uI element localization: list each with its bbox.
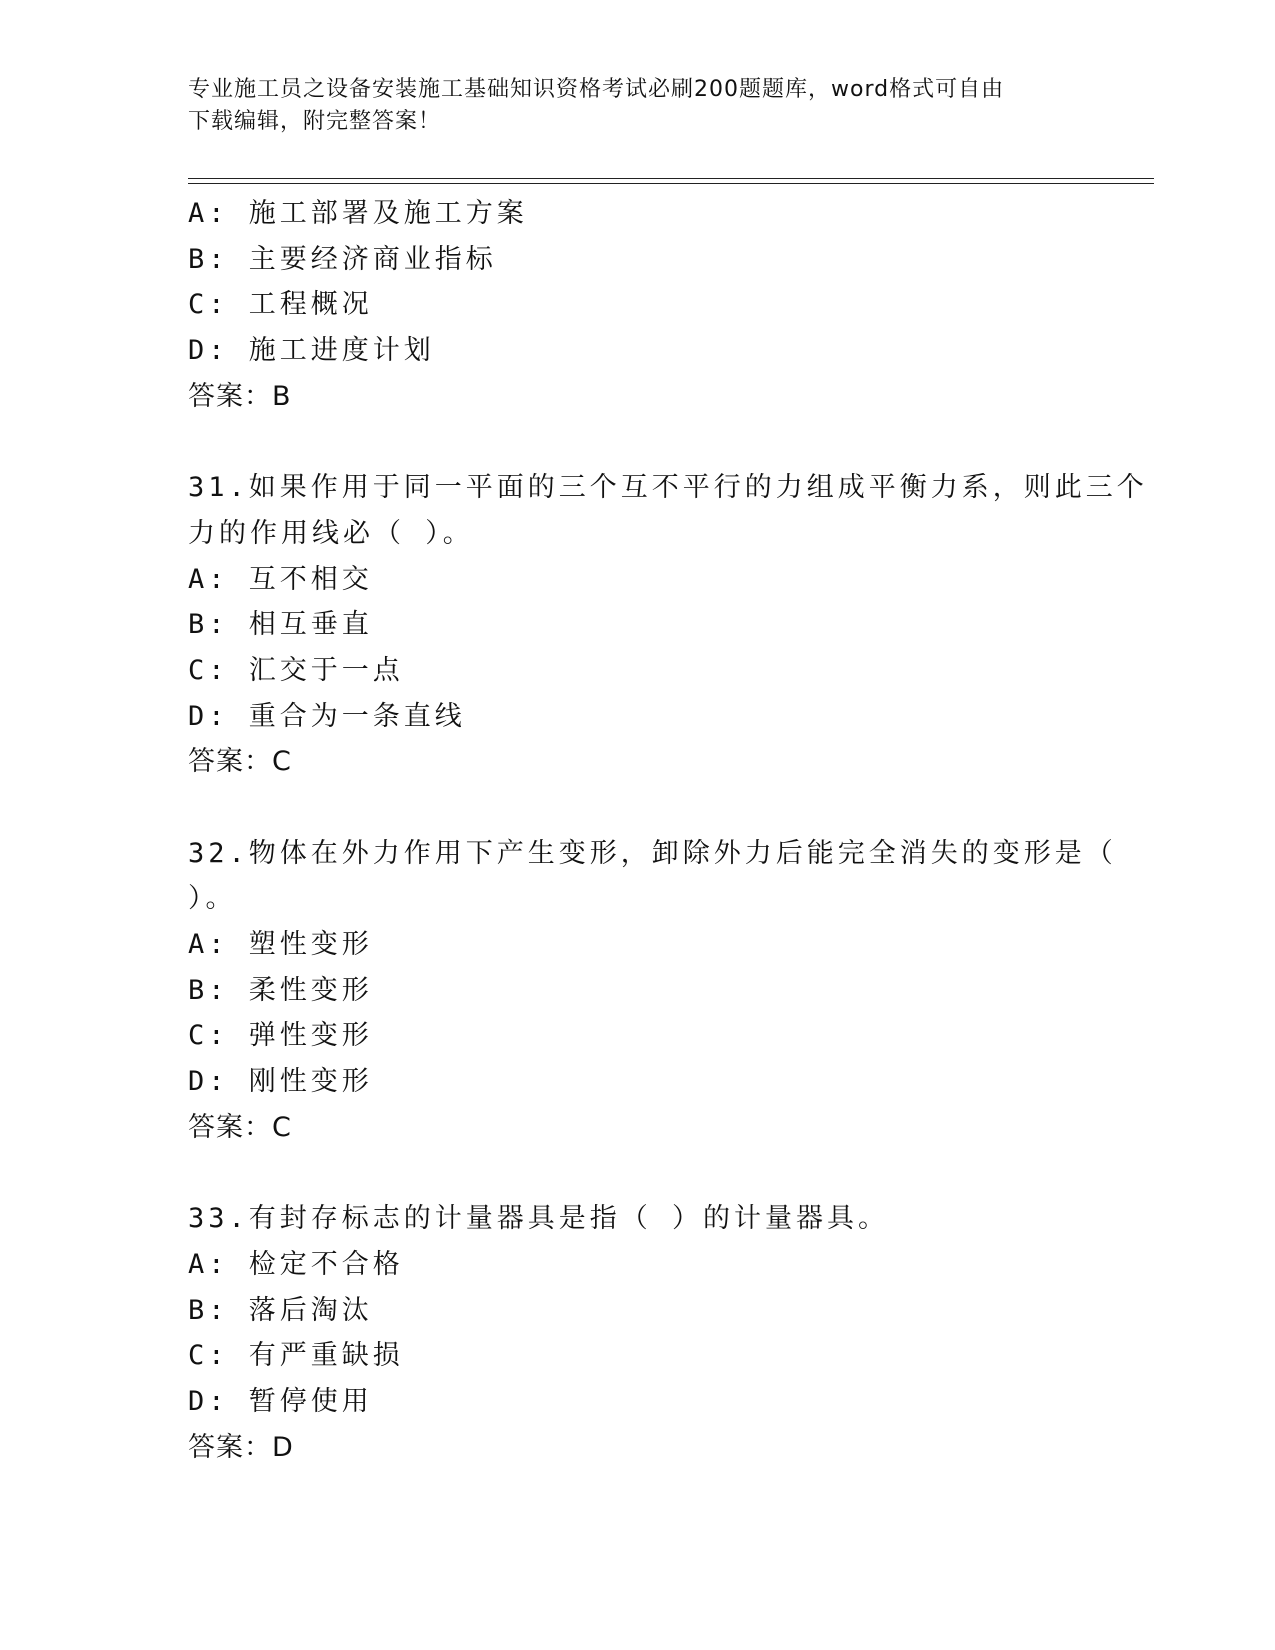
- answer: 答案：D: [188, 1431, 294, 1463]
- option-b: B: 相互垂直: [188, 609, 373, 641]
- question-30: [188, 191, 1088, 419]
- option-c: C: 工程概况: [188, 289, 373, 321]
- option-c: C: 弹性变形: [188, 1020, 373, 1052]
- question-stem-line-2: 力的作用线必（ ）。: [188, 517, 474, 549]
- option-d: D: 暂停使用: [188, 1385, 373, 1417]
- spacer: [188, 1150, 1088, 1196]
- option-a: A: 施工部署及施工方案: [188, 198, 528, 229]
- question-stem-line-1: 32.物体在外力作用下产生变形，卸除外力后能完全消失的变形是（: [188, 837, 1117, 869]
- question-list: [188, 191, 1148, 1470]
- question-stem-line-1: 31.如果作用于同一平面的三个互不平行的力组成平衡力系，则此三个: [188, 472, 1148, 504]
- answer: 答案：C: [188, 1111, 292, 1143]
- header-line-1: 专业施工员之设备安装施工基础知识资格考试必刷200题题库，word格式可自由: [188, 77, 1005, 102]
- option-b: B: 主要经济商业指标: [188, 243, 497, 275]
- answer: 答案：B: [188, 380, 292, 412]
- spacer: [188, 419, 1088, 465]
- option-c: C: 汇交于一点: [188, 654, 404, 686]
- header-line-2: 下载编辑，附完整答案！: [188, 109, 442, 134]
- header-divider-bottom: [188, 183, 1154, 184]
- question-32: [188, 831, 1117, 1151]
- option-a: A: 塑性变形: [188, 929, 373, 960]
- option-b: B: 落后淘汰: [188, 1294, 373, 1326]
- question-31: [188, 465, 1148, 785]
- question-stem-line-1: 33.有封存标志的计量器具是指（ ）的计量器具。: [188, 1203, 890, 1235]
- header-divider-top: [188, 178, 1154, 179]
- question-33: [188, 1196, 1088, 1470]
- option-d: D: 重合为一条直线: [188, 700, 466, 732]
- option-c: C: 有严重缺损: [188, 1340, 404, 1372]
- question-stem-line-2: ）。: [188, 883, 237, 915]
- option-a: A: 互不相交: [188, 563, 373, 595]
- option-a: A: 检定不合格: [188, 1248, 404, 1280]
- option-d: D: 刚性变形: [188, 1066, 373, 1098]
- answer: 答案：C: [188, 746, 292, 778]
- option-d: D: 施工进度计划: [188, 335, 435, 367]
- spacer: [188, 785, 1088, 831]
- page-header: [188, 74, 1068, 138]
- option-b: B: 柔性变形: [188, 974, 373, 1006]
